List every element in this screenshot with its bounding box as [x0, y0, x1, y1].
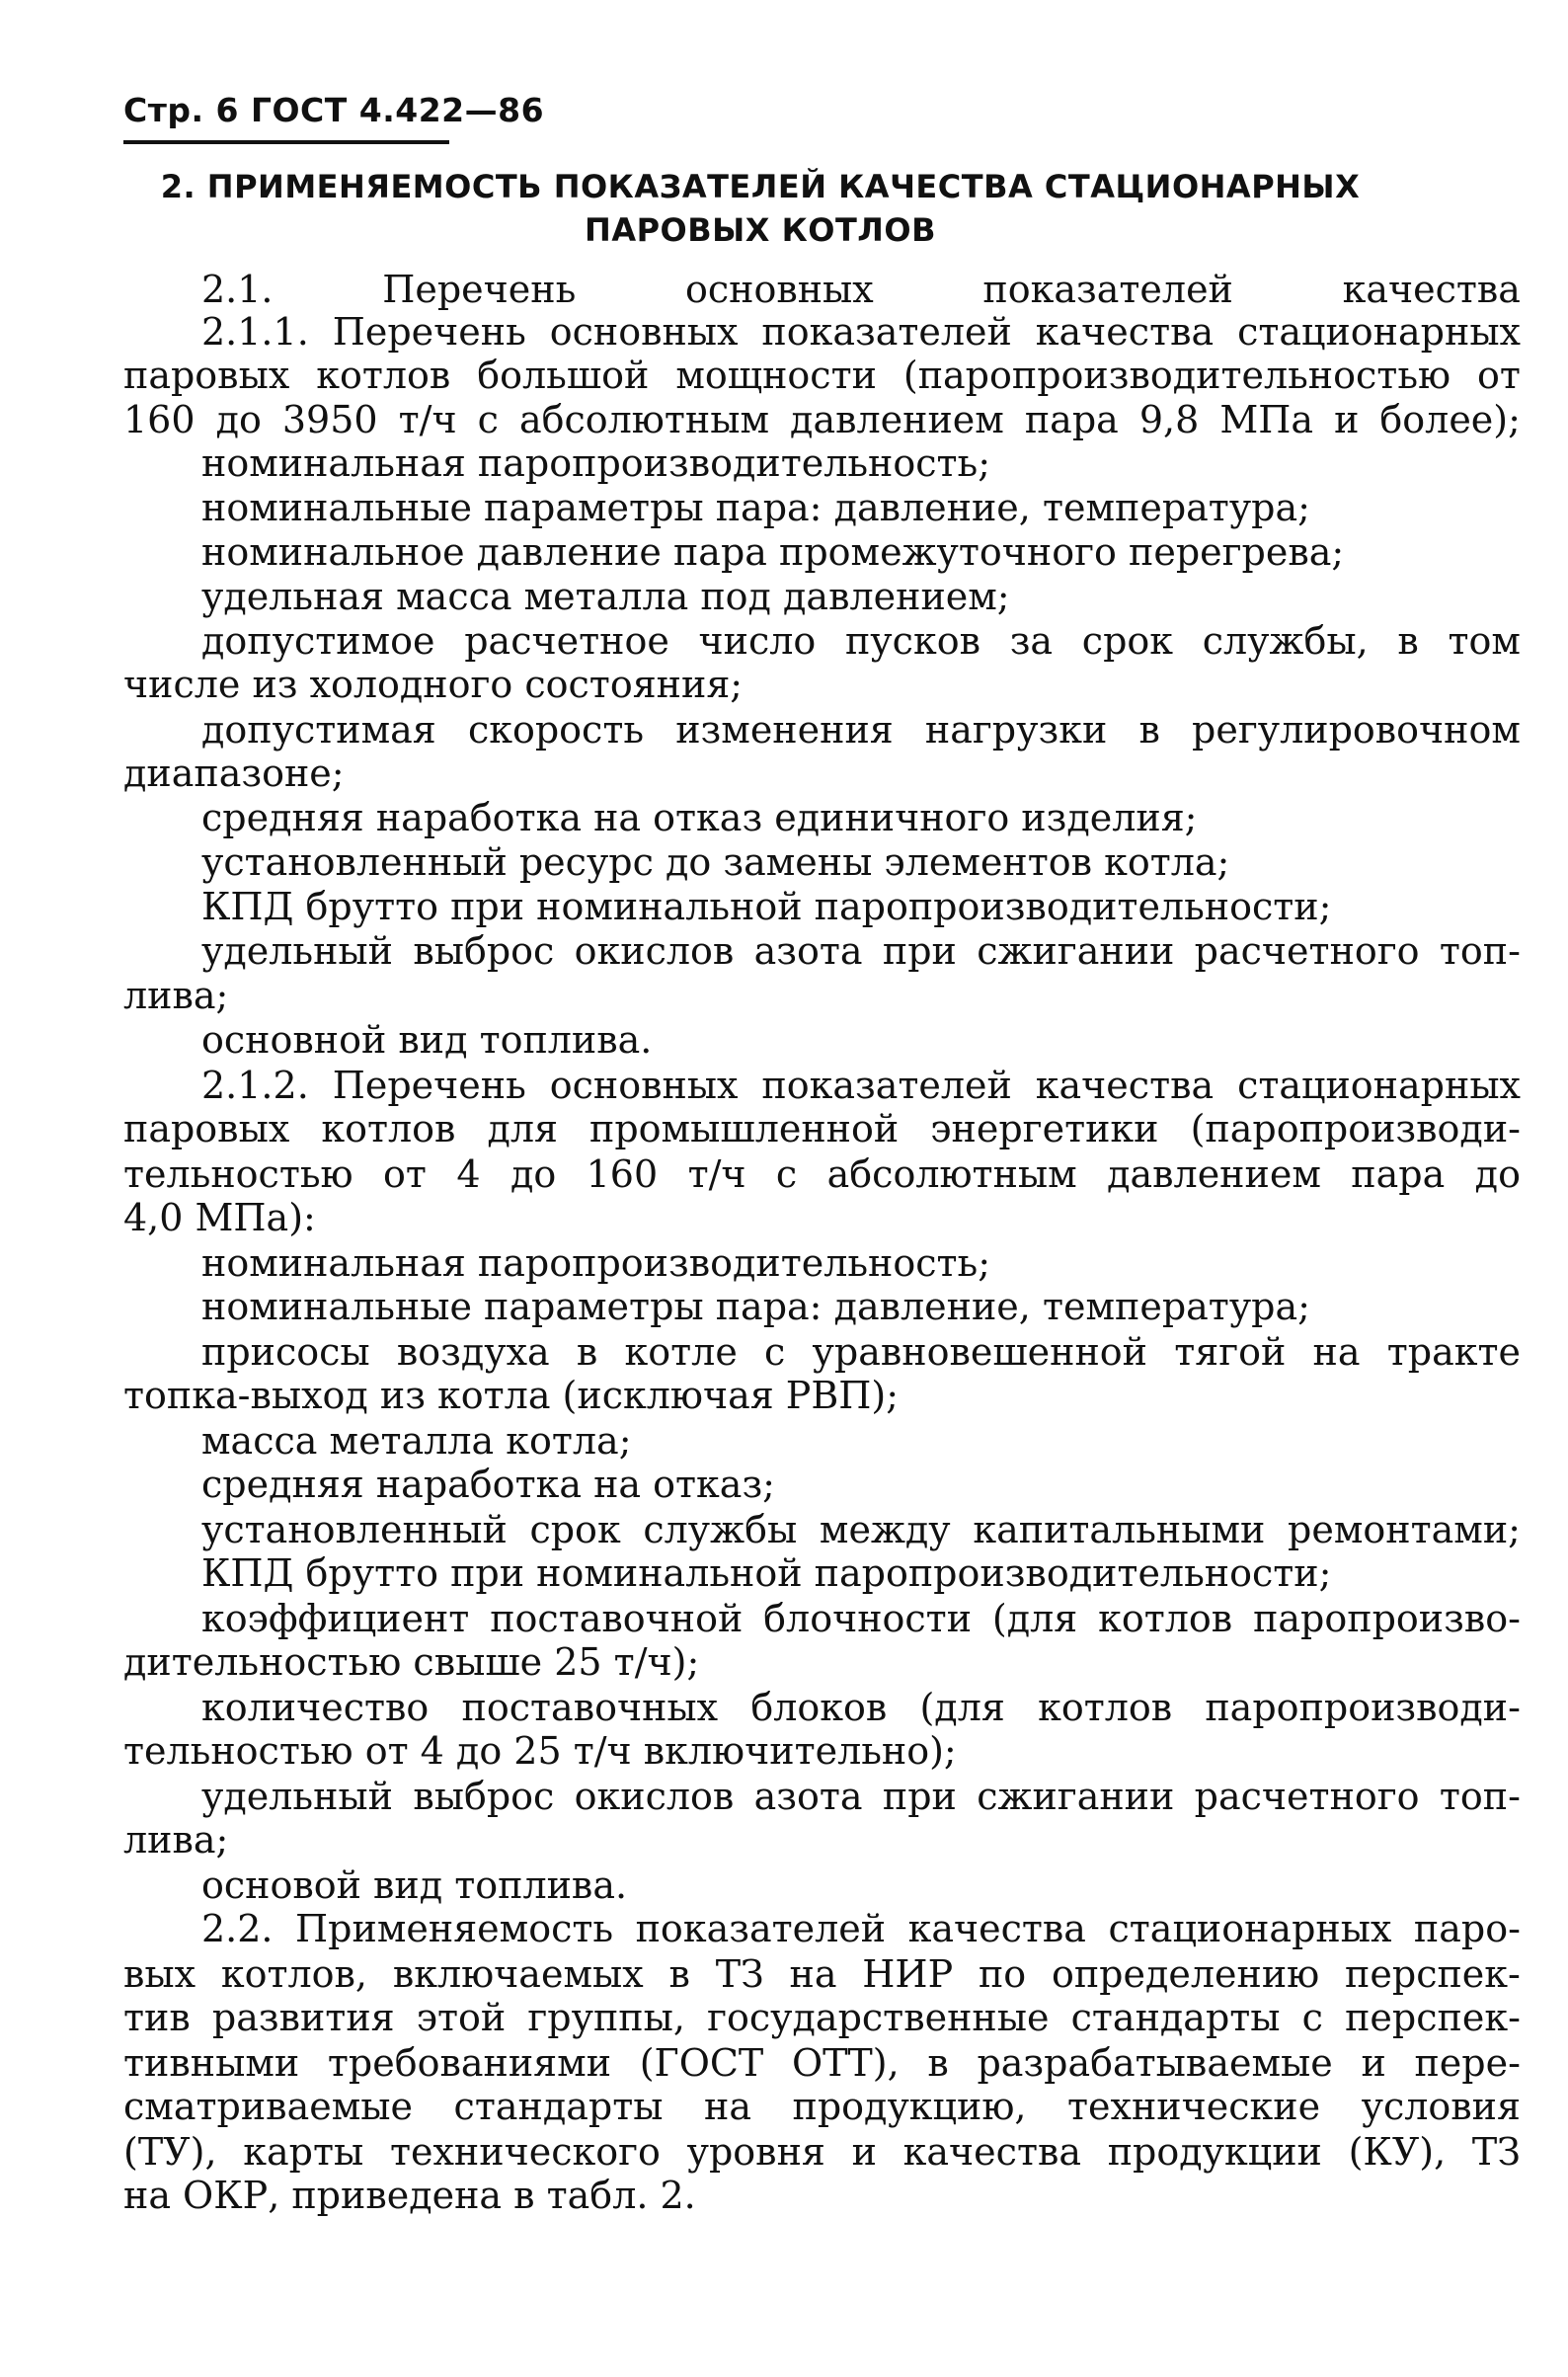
text-line: присосы воздуха в котле с уравновешенной тягой на тракте: [201, 1330, 1521, 1374]
text-line: основой вид топлива.: [201, 1863, 628, 1907]
text-line: удельный выброс окислов азота при сжигании расчетного топ-: [201, 929, 1521, 973]
text-line: номинальная паропроизводительность;: [201, 1241, 991, 1285]
text-line: установленный ресурс до замены элементов котла;: [201, 840, 1230, 884]
text-line: КПД брутто при номинальной паропроизводительности;: [201, 885, 1332, 928]
text-line: средняя наработка на отказ единичного изделия;: [201, 796, 1198, 839]
text-line: 2.1.2. Перечень основных показателей качества стационарных: [201, 1064, 1521, 1107]
text-line: лива;: [123, 1818, 229, 1862]
text-line: тив развития этой группы, государственные стандарты с перспек-: [123, 1996, 1521, 2039]
text-line: числе из холодного состояния;: [123, 663, 744, 706]
text-line: тивными требованиями (ГОСТ ОТТ), в разрабатываемые и пере-: [123, 2041, 1521, 2085]
text-line: 2.1.1. Перечень основных показателей качества стационарных: [201, 310, 1521, 354]
text-line: средняя наработка на отказ;: [201, 1463, 775, 1506]
text-line: номинальные параметры пара: давление, температура;: [201, 486, 1310, 529]
text-line: удельный выброс окислов азота при сжигании расчетного топ-: [201, 1775, 1521, 1818]
text-line: основной вид топлива.: [201, 1018, 653, 1062]
text-line: 2.1. Перечень основных показателей качества: [201, 268, 1521, 311]
text-line: тельностью от 4 до 160 т/ч с абсолютным давлением пара до: [123, 1152, 1521, 1196]
text-line: вых котлов, включаемых в ТЗ на НИР по определению перспек-: [123, 1952, 1521, 1996]
text-line: допустимая скорость изменения нагрузки в регулировочном: [201, 708, 1521, 752]
text-line: паровых котлов для промышленной энергетики (паропроизводи-: [123, 1107, 1521, 1150]
header-rule: [123, 140, 449, 144]
text-line: 160 до 3950 т/ч с абсолютным давлением пара 9,8 МПа и более);: [123, 398, 1521, 441]
text-line: сматриваемые стандарты на продукцию, технические условия: [123, 2085, 1521, 2128]
text-line: тельностью от 4 до 25 т/ч включительно);: [123, 1729, 957, 1773]
text-line: номинальная паропроизводительность;: [201, 441, 991, 485]
text-line: паровых котлов большой мощности (паропроизводительностью от: [123, 354, 1521, 397]
text-line: номинальные параметры пара: давление, температура;: [201, 1285, 1310, 1328]
text-line: номинальное давление пара промежуточного перегрева;: [201, 530, 1345, 574]
text-line: удельная масса металла под давлением;: [201, 575, 1010, 618]
text-line: КПД брутто при номинальной паропроизводительности;: [201, 1551, 1332, 1595]
text-line: 2.2. Применяемость показателей качества стационарных паро-: [201, 1907, 1521, 1950]
text-line: лива;: [123, 974, 229, 1017]
section-title-line-1: 2. ПРИМЕНЯЕМОСТЬ ПОКАЗАТЕЛЕЙ КАЧЕСТВА СТАЦИОНАРНЫХ: [160, 168, 1361, 205]
section-title-line-2: ПАРОВЫХ КОТЛОВ: [585, 211, 936, 249]
text-line: масса металла котла;: [201, 1419, 632, 1463]
text-line: коэффициент поставочной блочности (для котлов паропроизво-: [201, 1597, 1521, 1640]
text-line: на ОКР, приведена в табл. 2.: [123, 2174, 696, 2217]
text-line: дительностью свыше 25 т/ч);: [123, 1640, 700, 1684]
page-header: Стр. 6 ГОСТ 4.422—86: [123, 91, 545, 129]
text-line: топка-выход из котла (исключая РВП);: [123, 1374, 900, 1417]
text-line: допустимое расчетное число пусков за срок службы, в том: [201, 619, 1521, 663]
text-line: установленный срок службы между капитальными ремонтами;: [201, 1508, 1521, 1551]
text-line: (ТУ), карты технического уровня и качества продукции (КУ), ТЗ: [123, 2130, 1521, 2174]
text-line: количество поставочных блоков (для котлов паропроизводи-: [201, 1686, 1521, 1729]
text-line: 4,0 МПа):: [123, 1196, 316, 1239]
text-line: диапазоне;: [123, 752, 345, 795]
